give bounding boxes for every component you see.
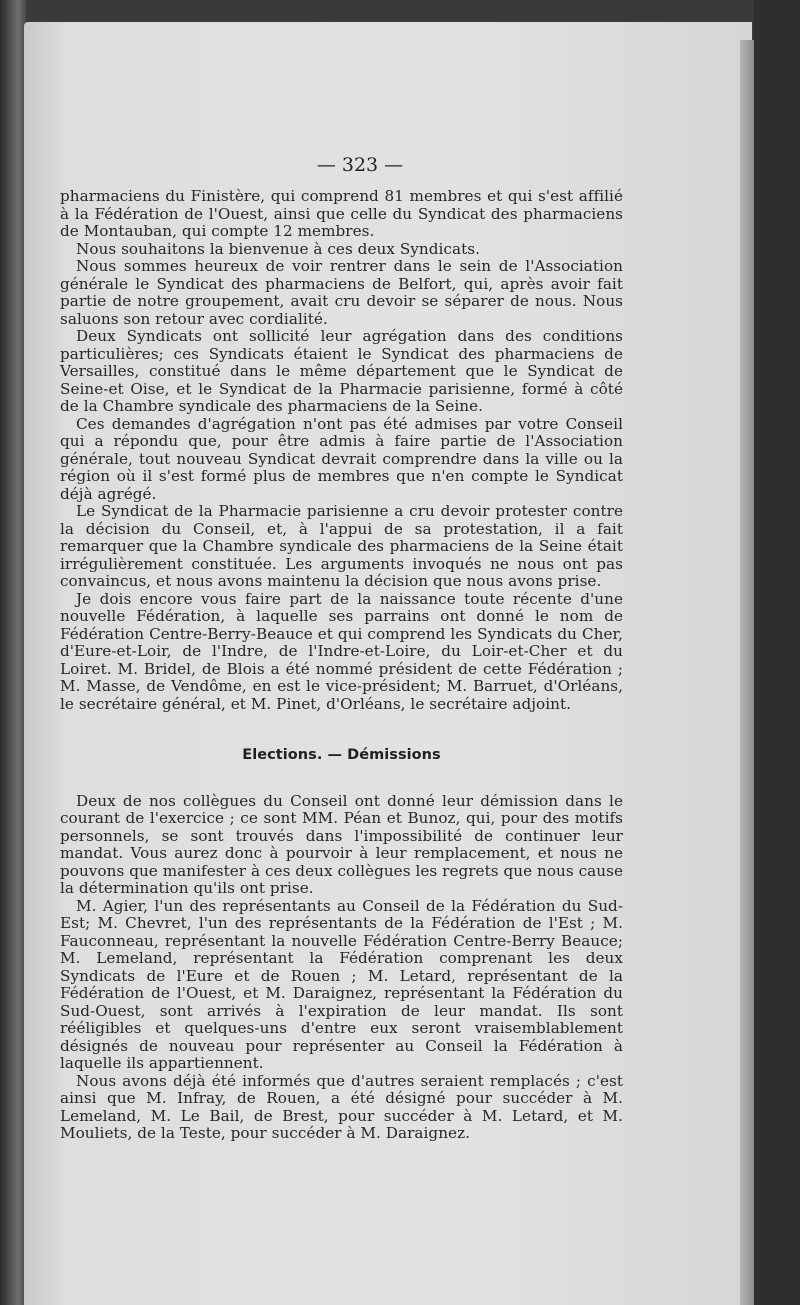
paragraph: Le Syndicat de la Pharmacie parisienne a cru devoir protester contre la décision du Conseil, et, à l'appui de sa protestation, il a fait remarquer que la Chambre syndicale des pharmaciens de la Seine était irrégulièrement constituée. Les arguments invoqués ne nous ont pas convaincus, et nous avons maintenu la décision que nous avons prise. bbox=[60, 502, 623, 590]
page-number: — 323 — bbox=[316, 154, 404, 176]
book-spine-left bbox=[0, 0, 26, 1305]
paragraph: Nous sommes heureux de voir rentrer dans le sein de l'Association générale le Syndicat des pharmaciens de Belfort, qui, après avoir fait partie de notre groupement, avait cru devoir se séparer de nous. Nous saluons son retour avec cordialité. bbox=[60, 257, 623, 328]
paragraph: Nous souhaitons la bienvenue à ces deux Syndicats. bbox=[76, 239, 480, 258]
paragraph: Nous avons déjà été informés que d'autres seraient remplacés ; c'est ainsi que M. Infray, de Rouen, a été désigné pour succéder à M. Lemeland, M. Le Bail, de Brest, pour succéder à M. Letard, et M. Mouliets, de la Teste, pour succéder à M. Daraignez. bbox=[60, 1071, 623, 1142]
paragraph: M. Agier, l'un des représentants au Conseil de la Fédération du Sud-Est; M. Chevret, l'un des représentants de la Fédération de l'Est ; M. Fauconneau, représentant la nouvelle Fédération Centre-Berry Beauce; M. Lemeland, représentant la Fédération comprenant les deux Syndicats de l'Eure et de Rouen ; M. Letard, représentant de la Fédération de l'Ouest, et M. Daraignez, représentant la Fédération du Sud-Ouest, sont arrivés à l'expiration de leur mandat. Ils sont rééligibles et quelques-uns d'entre eux seront vraisemblablement désignés de nouveau pour représenter au Conseil la Fédération à laquelle ils appartiennent. bbox=[60, 896, 623, 1072]
paragraph: pharmaciens du Finistère, qui comprend 81 membres et qui s'est affilié à la Fédération de l'Ouest, ainsi que celle du Syndicat des pharmaciens de Montauban, qui compte 12 membres. bbox=[60, 187, 623, 240]
page-body bbox=[60, 188, 623, 1143]
paragraph: Ces demandes d'agrégation n'ont pas été admises par votre Conseil qui a répondu que, pour être admis à faire partie de l'Association générale, tout nouveau Syndicat devrait comprendre dans la ville ou la région où il s'est formé plus de membres que n'en compte le Syndicat déjà agrégé. bbox=[60, 414, 623, 503]
paragraph: Deux Syndicats ont sollicité leur agrégation dans des conditions particulières; ces Syndicats étaient le Syndicat des pharmaciens de Versailles, constitué dans le même département que le Syndicat de Seine-et Oise, et le Syndicat de la Pharmacie parisienne, formé à côté de la Chambre syndicale des pharmaciens de la Seine. bbox=[60, 327, 623, 415]
page-edge-right bbox=[740, 40, 754, 1305]
section-title: Elections. — Démissions bbox=[242, 747, 441, 763]
paragraph: Je dois encore vous faire part de la naissance toute récente d'une nouvelle Fédération, à laquelle ses parrains ont donné le nom de Fédération Centre-Berry-Beauce et qui comprend les Syndicats du Cher, d'Eure-et-Loir, de l'Indre, de l'Indre-et-Loire, du Loir-et-Cher et du Loiret. M. Bridel, de Blois a été nommé président de cette Fédération ; M. Masse, de Vendôme, en est le vice-président; M. Barruet, d'Orléans, le secrétaire général, et M. Pinet, d'Orléans, le secrétaire adjoint. bbox=[60, 589, 623, 713]
scan-background-right bbox=[754, 0, 800, 1305]
paragraph: Deux de nos collègues du Conseil ont donné leur démission dans le courant de l'exercice ; ce sont MM. Péan et Bunoz, qui, pour des motifs personnels, se sont trouvés dans l'impossibilité de continuer leur mandat. Vous aurez donc à pourvoir à leur remplacement, et nous ne pouvons que manifester à ces deux collègues les regrets que nous cause la détermination qu'ils ont prise. bbox=[60, 791, 623, 897]
